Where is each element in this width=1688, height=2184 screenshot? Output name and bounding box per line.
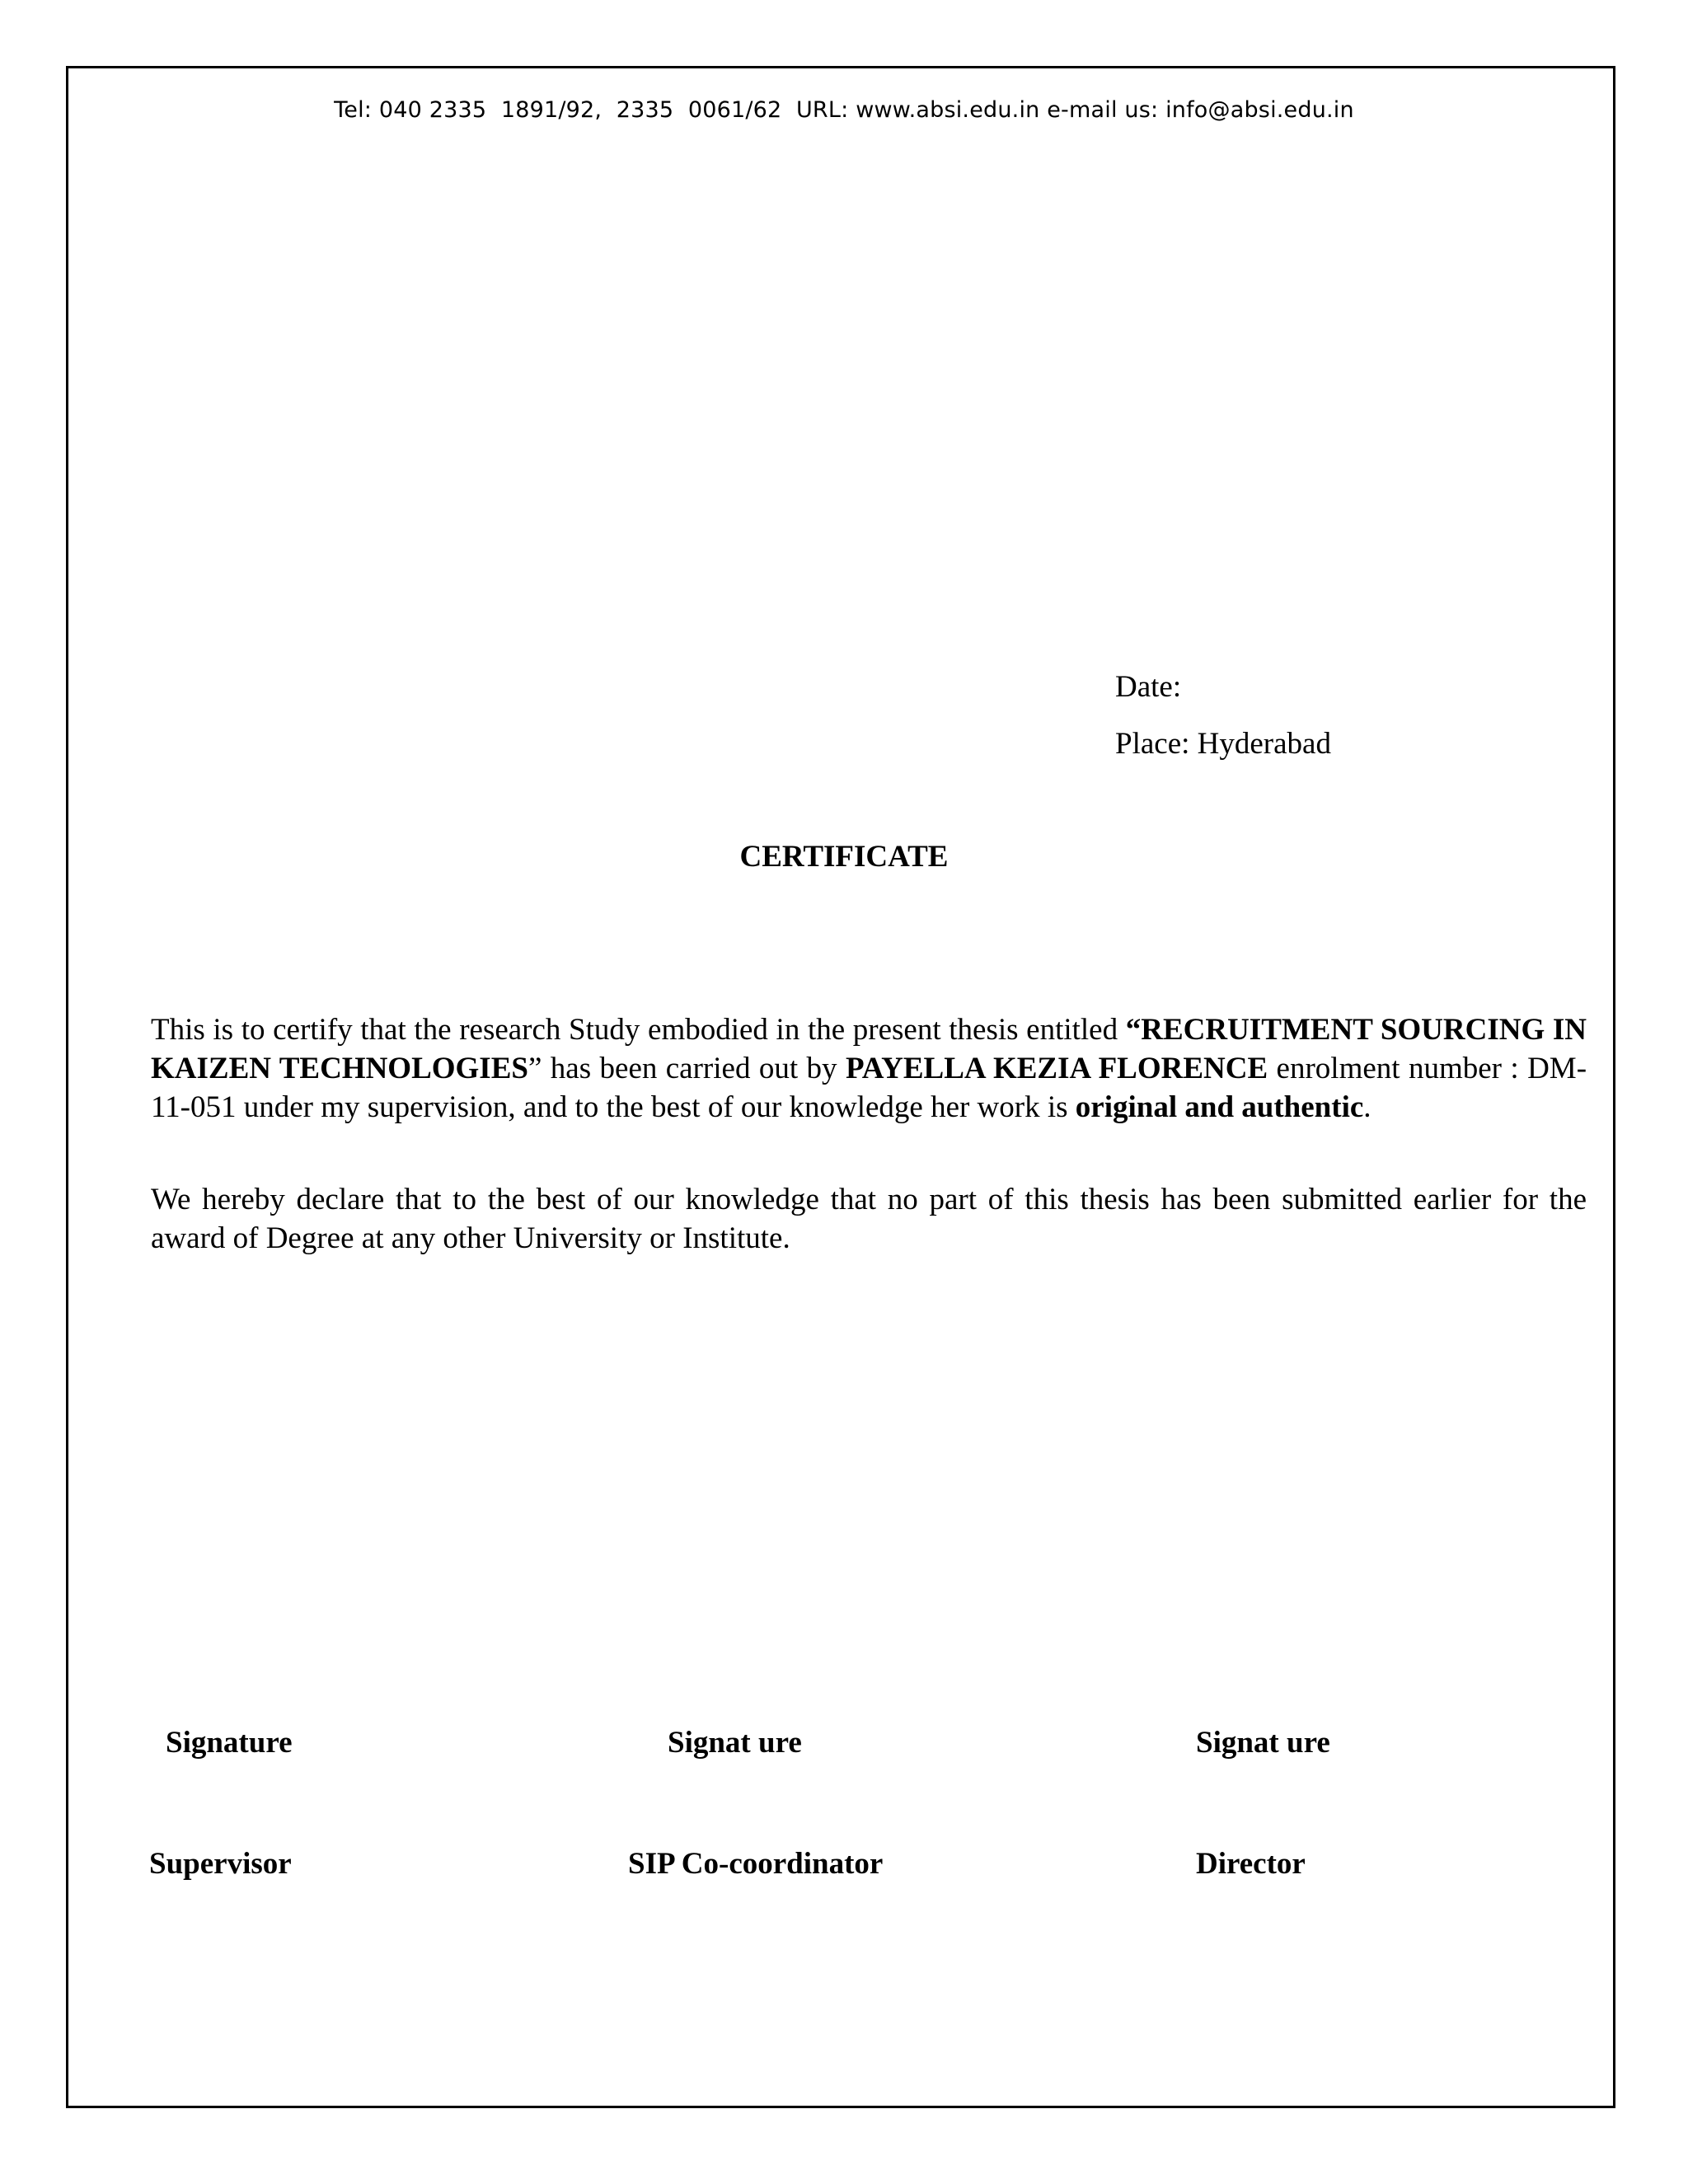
signature-block-supervisor bbox=[149, 1642, 293, 1924]
date-label: Date: bbox=[1115, 670, 1182, 704]
place-label: Place: bbox=[1115, 727, 1190, 761]
signature-label: Signature bbox=[166, 1726, 293, 1760]
originality-emphasis: original and authentic bbox=[1075, 1090, 1364, 1124]
certificate-paragraph-1 bbox=[151, 1010, 1587, 1127]
signature-role: Director bbox=[1196, 1847, 1306, 1881]
signature-label: Signat ure bbox=[1196, 1726, 1330, 1760]
signature-label: Signat ure bbox=[668, 1726, 802, 1760]
certificate-paragraph-2: We hereby declare that to the best of our knowledge that no part of this thesis has been submitted earlier for the award of Degree at any other University or Institute. bbox=[151, 1183, 1587, 1255]
thesis-title: “RECRUITMENT SOURCING IN KAIZEN TECHNOLOGIES bbox=[151, 1013, 1587, 1085]
signature-role: SIP Co-coordinator bbox=[628, 1847, 884, 1881]
signature-role: Supervisor bbox=[149, 1847, 292, 1881]
place-value: Hyderabad bbox=[1197, 727, 1331, 761]
certificate-title: CERTIFICATE bbox=[739, 840, 949, 874]
signature-block-director bbox=[1196, 1642, 1330, 1924]
p1-text-1: This is to certify that the research Study embodied in the present thesis entitled bbox=[151, 1013, 1126, 1047]
place-line bbox=[1115, 726, 1331, 762]
signature-block-sip-coordinator bbox=[628, 1642, 883, 1924]
p1-text-2: ” has been carried out by bbox=[528, 1052, 846, 1085]
p1-text-4: . bbox=[1363, 1090, 1372, 1124]
student-name: PAYELLA KEZIA FLORENCE bbox=[845, 1052, 1268, 1085]
contact-line: Tel: 040 2335 1891/92, 2335 0061/62 URL: www.absi.edu.in e-mail us: info@absi.edu.in bbox=[334, 97, 1354, 123]
p1-text-3: enrolment number : DM-11-051 under my supervision, and to the best of our knowledge her work is bbox=[151, 1052, 1587, 1124]
